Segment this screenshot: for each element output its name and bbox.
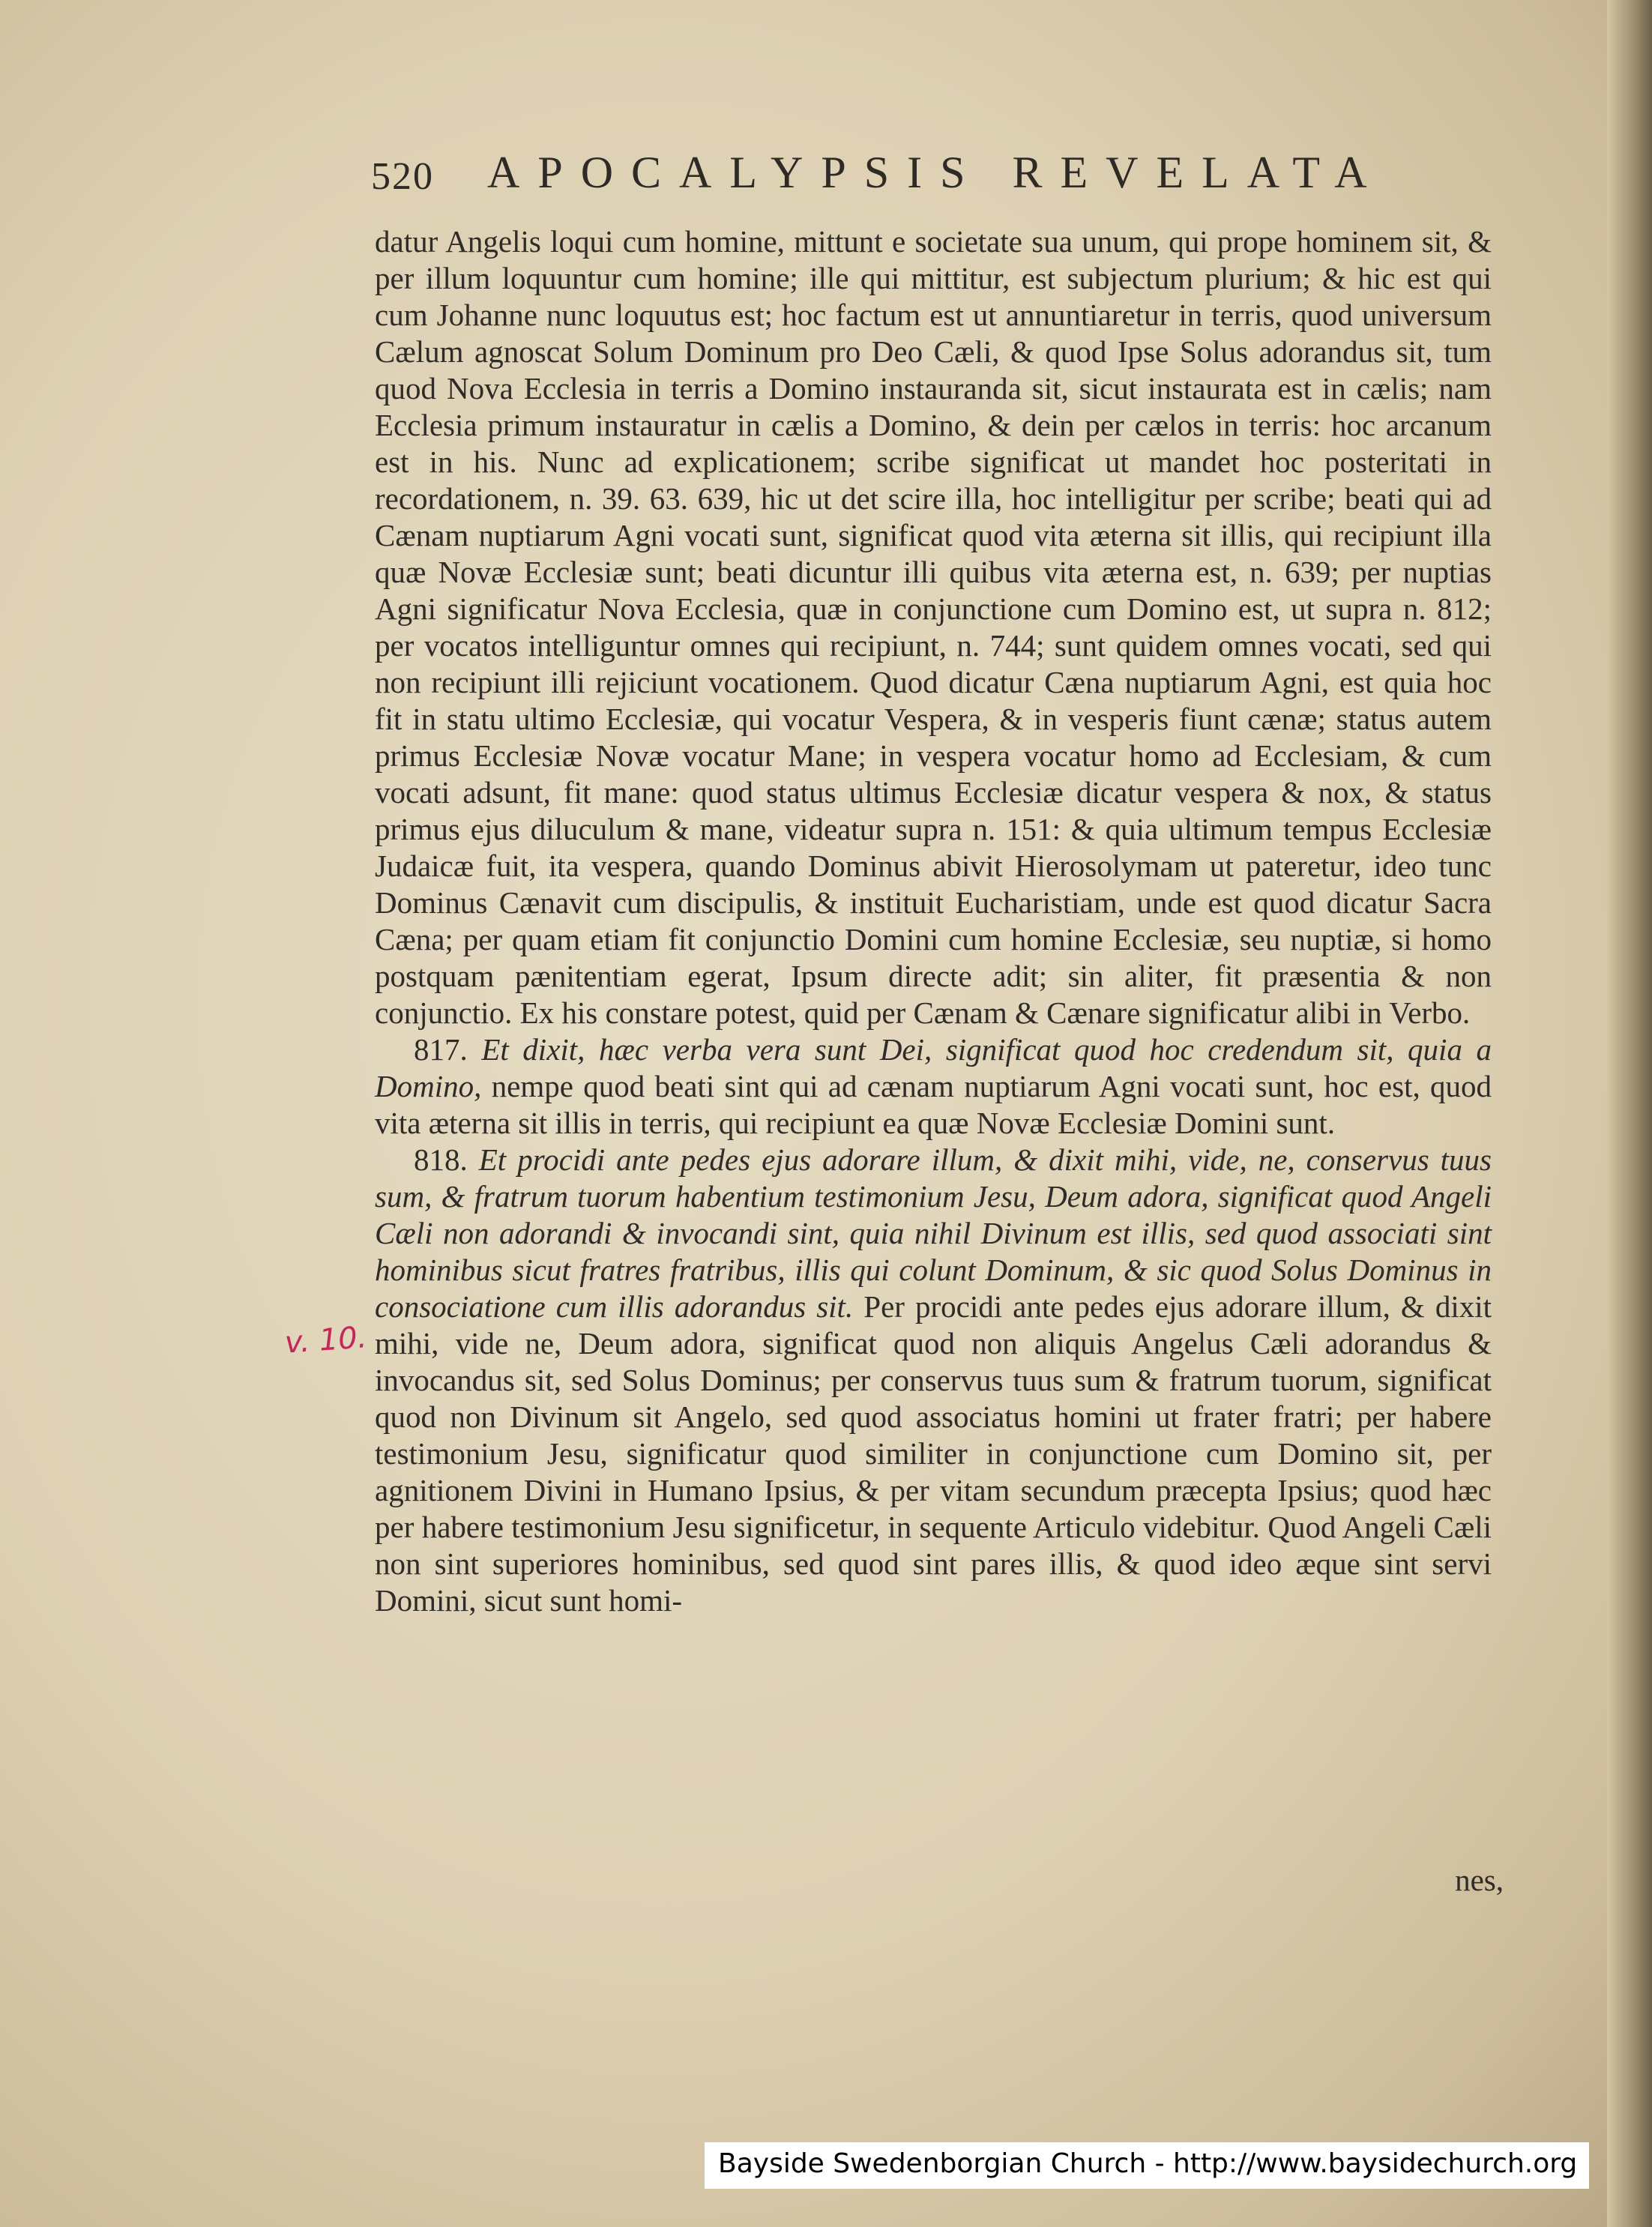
page-number: 520 <box>371 155 434 198</box>
body-text <box>375 223 1492 1619</box>
credit-text: Bayside Swedenborgian Church - http://www.baysidechurch.org <box>718 2148 1578 2179</box>
paragraph-818 <box>375 1142 1492 1619</box>
paragraph-number: 818. <box>414 1142 468 1177</box>
paragraph-number: 817. <box>414 1032 468 1067</box>
paragraph-italic-text: Et procidi ante pedes ejus adorare illum, & dixit mihi, vide, ne, conservus tuus sum, & fratrum tuorum habentium testimonium Jesu, Deum adora, significat quod Angeli Cæli non adorandi & invocandi sint, quia nihil Divinum est illis, sed quod associati sint hominibus sicut fratres fratribus, illis qui colunt Dominum, & sic quod Solus Dominus in consociatione cum illis adorandus sit. <box>375 1142 1492 1324</box>
catchword: nes, <box>1455 1863 1504 1897</box>
paragraph-continued: datur Angelis loqui cum homine, mittunt e societate sua unum, qui prope hominem sit, & per illum loquuntur cum homine; ille qui mittitur, est subjectum plurium; & hic est qui cum Johanne nunc loquutus est; hoc factum est ut annuntiaretur in terris, quod universum Cælum agnoscat Solum Dominum pro Deo Cæli, & quod Ipse Solus adorandus sit, tum quod Nova Ecclesia in terris a Domino instauranda sit, sicut instaurata est in cælis; nam Ecclesia primum instauratur in cælis a Domino, & dein per cælos in terris: hoc arcanum est in his. Nunc ad explicationem; scribe significat ut mandet hoc posteritati in recordationem, n. 39. 63. 639, hic ut det scire illa, hoc intelligitur per scribe; beati qui ad Cænam nuptiarum Agni vocati sunt, significat quod vita æterna sit illis, qui recipiunt illa quæ Novæ Ecclesiæ sunt; beati dicuntur illi quibus vita æterna est, n. 639; per nuptias Agni significatur Nova Ecclesia, quæ in conjunctione cum Domino est, ut supra n. 812; per vocatos intelliguntur omnes qui recipiunt, n. 744; sunt quidem omnes vocati, sed qui non recipiunt illi rejiciunt vocationem. Quod dicatur Cæna nuptiarum Agni, est quia hoc fit in statu ultimo Ecclesiæ, qui vocatur Vespera, & in vesperis fiunt cænæ; status autem primus Ecclesiæ Novæ vocatur Mane; in vespera vocatur homo ad Ecclesiam, & cum vocati adsunt, fit mane: quod status ultimus Ecclesiæ dicatur vespera & nox, & status primus ejus diluculum & mane, videatur supra n. 151: & quia ultimum tempus Ecclesiæ Judaicæ fuit, ita vespera, quando Dominus abivit Hierosolymam ut pateretur, ideo tunc Dominus Cænavit cum discipulis, & instituit Eucharistiam, unde est quod dicatur Sacra Cæna; per quam etiam fit conjunctio Domini cum homine Ecclesiæ, seu nuptiæ, si homo postquam pænitentiam egerat, Ipsum directe adit; sin aliter, fit præsentia & non conjunctio. Ex his constare potest, quid per Cænam & Cænare significatur alibi in Verbo. <box>375 224 1492 1030</box>
running-title: APOCALYPSIS REVELATA <box>487 148 1385 197</box>
page-edge-shadow <box>1607 0 1652 2227</box>
handwritten-margin-note: v. 10. <box>283 1320 368 1360</box>
paragraph-roman-text: nempe quod beati sint qui ad cænam nuptiarum Agni vocati sunt, hoc est, quod vita æterna sit illis in terris, qui recipiunt ea quæ Novæ Ecclesiæ Domini sunt. <box>375 1069 1492 1140</box>
paragraph-817 <box>375 1031 1492 1142</box>
paragraph-roman-text: Per procidi ante pedes ejus adorare illum, & dixit mihi, vide ne, Deum adora, significat quod non aliquis Angelus Cæli adorandus & invocandus sit, sed Solus Dominus; per conservus tuus sum & fratrum tuorum, significat quod non Divinum sit Angelo, sed quod associatus homini ut frater fratri; per habere testimonium Jesu, significatur quod similiter in conjunctione cum Domino sit, per agnitionem Divini in Humano Ipsius, & per vitam secundum præcepta Ipsius; quod hæc per habere testimonium Jesu significetur, in sequente Articulo videbitur. Quod Angeli Cæli non sint superiores hominibus, sed quod sint pares illis, & quod ideo æque sint servi Domini, sicut sunt homi- <box>375 1289 1492 1618</box>
paragraph-italic-text: Et dixit, hæc verba vera sunt Dei, significat quod hoc credendum sit, quia a Domino, <box>375 1032 1492 1103</box>
page-header <box>371 147 1435 207</box>
